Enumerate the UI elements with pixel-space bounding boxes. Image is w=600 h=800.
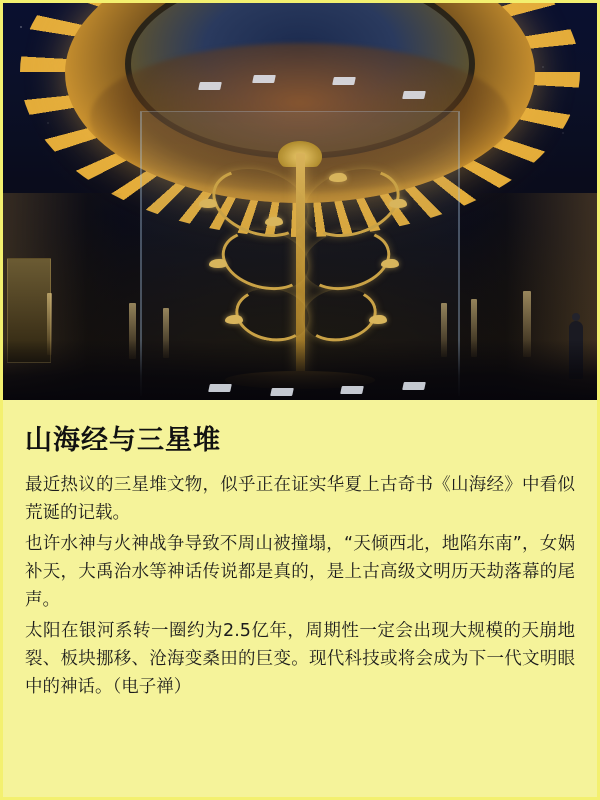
ceiling-panel-1 — [198, 82, 222, 90]
tree-bird-ornament — [209, 259, 227, 268]
tree-bird-ornament — [329, 173, 347, 182]
article-paragraph: 最近热议的三星堆文物，似乎正在证实华夏上古奇书《山海经》中看似荒诞的记载。 — [25, 475, 575, 524]
exhibit-label-card — [208, 384, 232, 392]
exhibit-label-card — [270, 388, 294, 396]
tree-bird-ornament — [369, 315, 387, 324]
ceiling-panel-4 — [402, 91, 426, 99]
exhibit-label-card — [340, 386, 364, 394]
museum-photo — [3, 3, 597, 400]
tree-bird-ornament — [225, 315, 243, 324]
ceiling-panel-3 — [332, 77, 356, 85]
article-body — [25, 471, 575, 702]
article-title: 山海经与三星堆 — [25, 425, 221, 456]
article-paragraph: 也许水神与火神战争导致不周山被撞塌，“天倾西北，地陷东南”，女娲补天，大禹治水等神话传说都是真的，是上古高级文明历天劫落幕的尾声。 — [25, 533, 575, 611]
tree-bird-ornament — [265, 217, 283, 226]
tree-bird-ornament — [389, 199, 407, 208]
exhibit-label-card — [402, 382, 426, 390]
tree-bird-ornament — [199, 199, 217, 208]
hall-floor — [3, 340, 597, 400]
ceiling-panel-2 — [252, 75, 276, 83]
article-paragraph: 太阳在银河系转一圈约为2.5亿年，周期性一定会出现大规模的天崩地裂、板块挪移、沧海变桑田的巨变。现代科技或将会成为下一代文明眼中的神话。（电子禅） — [25, 620, 575, 698]
article-section — [3, 400, 597, 714]
tree-bird-ornament — [381, 259, 399, 268]
